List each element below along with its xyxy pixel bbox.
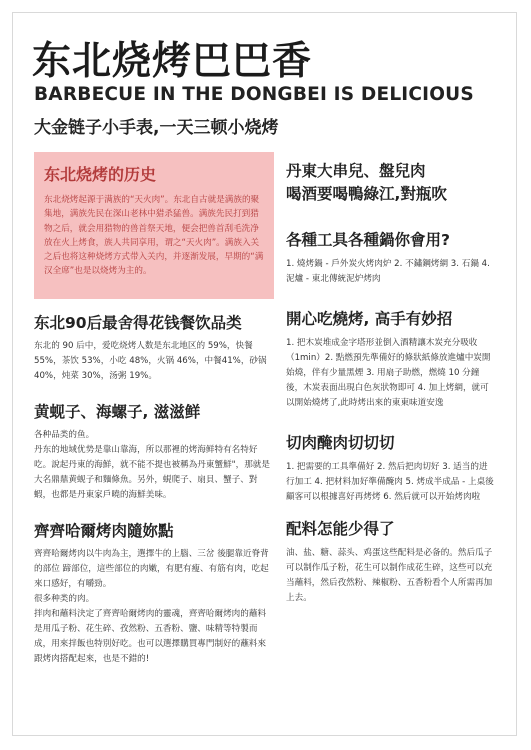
dandong-line-2: 喝酒要喝鴨綠江,對瓶吹 [286, 185, 447, 203]
seasoning-section [286, 517, 496, 606]
qiqihar-heading: 齊齊哈爾烤肉隨妳點 [34, 522, 174, 540]
history-box [34, 152, 274, 299]
marinate-heading: 切肉醃肉切切切 [286, 434, 395, 452]
dandong-section [286, 160, 496, 206]
spending-heading: 东北90后最舍得花钱餐饮品类 [34, 314, 242, 332]
tools-heading: 各種工具各種鍋你會用? [286, 231, 450, 249]
history-body: 东北烧烤起源于满族的“天火肉”。东北自古就是满族的聚集地，满族先民在深山老林中猎杀猛兽。满族先民打到猎物之后，就会用猎物的兽首祭天地，便会把兽首刮毛洗净放在火上烤食，族人共同享用，谓之“天火肉”。满族入关之后也将这种烧烤方式带入关内，并逐渐发展，早期的“满汉全席”也是以烧烤为主的。 [44, 195, 264, 277]
marinate-section [286, 431, 496, 505]
page-subtitle: 大金链子小手表,一天三顿小烧烤 [34, 118, 279, 138]
history-heading: 东北烧烤的历史 [44, 165, 157, 184]
marinate-body: 1. 把需要的工具準備好 2. 然后把肉切好 3. 适当的进行加工 4. 把材料加好準備醃肉 5. 烤成半成品 - 上桌後顧客可以根據喜好再烤烤 6. 然后就可以开始烤肉啦 [286, 462, 494, 502]
happy-body: 1. 把木炭堆成金字塔形並倒入酒精讓木炭充分吸收（1min）2. 點燃預先準備好的條狀紙條放進爐中炭開始燒，伴有少量黑煙 3. 用扇子助燃，燃燒 10 分鐘後，木炭表面出現白色灰狀物即可 4. 加上烤網，就可以開始燒烤了,此時烤出來的東東味道安逸 [286, 338, 491, 408]
seafood-heading: 黄蚬子、海螺子, 滋滋鲜 [34, 403, 201, 421]
seafood-section [34, 400, 274, 503]
tools-section [286, 228, 496, 287]
left-column [34, 152, 274, 667]
page-title-english: BARBECUE IN THE DONGBEI IS DELICIOUS [34, 84, 474, 105]
happy-heading: 開心吃燒烤, 高手有妙招 [286, 310, 453, 328]
spending-section [34, 311, 274, 384]
tools-body: 1. 燒烤鍋 - 戶外炭火烤肉炉 2. 不鏽鋼烤網 3. 石鍋 4. 泥爐 - 東北傳統泥炉烤肉 [286, 259, 490, 284]
seafood-body: 各种品类的鱼。 丹东的地域优势是靠山靠海，所以那裡的烤海鲜特有名特好吃。說起丹東的海鮮，就不能不提也被稱為丹東蟹鮮"，那就是大名鼎鼎黄蚬子和麵條魚。另外，蜆爬子、扇貝、蟹子、對蝦，也都是丹東家戶曉的海鮮美味。 [34, 430, 270, 500]
page-title: 东北烧烤巴巴香 [32, 39, 313, 84]
dandong-line-1: 丹東大串兒、盤兒肉 [286, 162, 426, 180]
qiqihar-body: 齊齊哈爾烤肉以牛肉為主，選擇牛的上腦、三岔 後腿靠近脊背的部位 蹄部位，這些部位的肉嫩，有肥有瘦、有筋有肉，吃起來口感好，有嚼勁。 很多种类的肉。 拌肉和蘸料決定了齊齊哈爾烤肉的靈魂，齊齊哈爾烤肉的蘸料是用瓜子粉、花生碎、孜然粉、五香粉、鹽、味精等特製而成，用來拌飯也特別好吃。也可以選擇購買專門制好的蘸料來跟烤肉搭配起來，也是不錯的! [34, 549, 269, 664]
right-column [286, 160, 496, 606]
qiqihar-section [34, 519, 274, 667]
happy-section [286, 307, 496, 411]
spending-body: 东北的 90 后中，爱吃烧烤人数是东北地区的 59%，快餐 55%，茶饮 53%，小吃 48%，火锅 46%，中餐41%，砂锅 40%，炖菜 30%，汤粥 19%。 [34, 341, 267, 381]
seasoning-heading: 配料怎能少得了 [286, 520, 395, 538]
seasoning-body: 油、盐、糖、蒜头、鸡蛋这些配料是必备的。然后瓜子可以制作瓜子粉，花生可以制作成花生碎，这些可以充当蘸料，然后孜然粉、辣椒粉、五香粉看个人所需再加上去。 [286, 548, 493, 603]
